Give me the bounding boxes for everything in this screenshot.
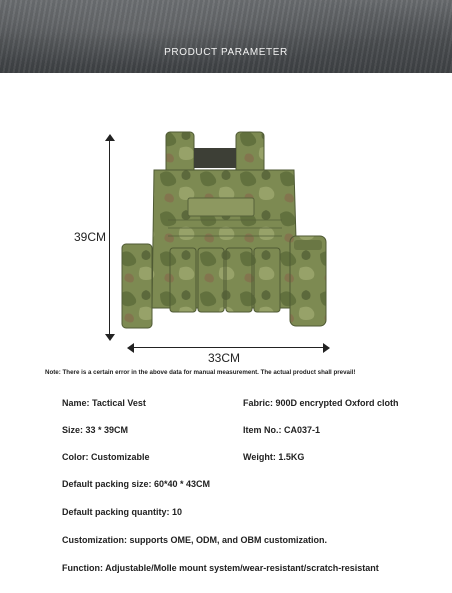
height-dimension-line: [109, 138, 110, 338]
param-name: Name: Tactical Vest: [62, 398, 146, 408]
arrow-left-icon: [127, 343, 134, 353]
tactical-vest-image: [118, 128, 332, 340]
width-dimension-line: [132, 347, 326, 348]
param-packing-quantity: Default packing quantity: 10: [62, 507, 183, 517]
header-banner: [0, 0, 452, 73]
height-label: 39CM: [74, 230, 107, 244]
measurement-note: Note: There is a certain error in the above data for manual measurement. The actual product shall prevail!: [45, 369, 356, 376]
arrow-down-icon: [105, 334, 115, 341]
banner-title: PRODUCT PARAMETER: [164, 47, 288, 58]
param-fabric: Fabric: 900D encrypted Oxford cloth: [243, 398, 399, 408]
param-packing-size: Default packing size: 60*40 * 43CM: [62, 479, 211, 489]
param-item-no: Item No.: CA037-1: [243, 425, 321, 435]
arrow-up-icon: [105, 134, 115, 141]
arrow-right-icon: [323, 343, 330, 353]
param-weight: Weight: 1.5KG: [243, 452, 305, 462]
param-customization: Customization: supports OME, ODM, and OBM customization.: [62, 535, 327, 545]
param-size: Size: 33 * 39CM: [62, 425, 129, 435]
width-label: 33CM: [208, 351, 241, 365]
param-function: Function: Adjustable/Molle mount system/wear-resistant/scratch-resistant: [62, 563, 379, 573]
param-color: Color: Customizable: [62, 452, 150, 462]
